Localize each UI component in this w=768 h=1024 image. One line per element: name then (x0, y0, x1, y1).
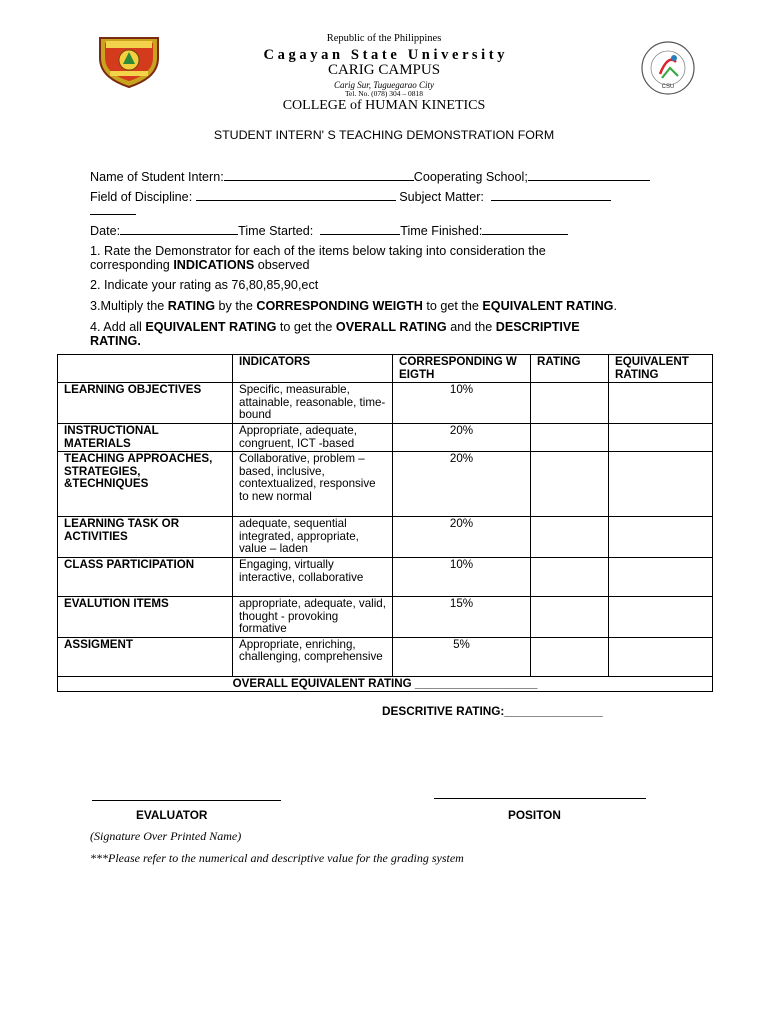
table-row (58, 423, 713, 451)
header-indicators: INDICATORS (233, 355, 393, 383)
descriptive-rating[interactable]: DESCRITIVE RATING:_______________ (382, 704, 603, 718)
instruction-1-line-b: corresponding INDICATIONS observed (90, 258, 310, 272)
rating-cell[interactable] (531, 423, 609, 451)
table-row (58, 452, 713, 517)
equivalent-cell[interactable] (609, 452, 713, 517)
subject-label: Subject Matter: (399, 190, 484, 204)
campus-name: CARIG CAMPUS (327, 62, 441, 78)
instruction-4: 4. Add all EQUIVALENT RATING to get the OVERALL RATING and the DESCRIPTIVE RATING. (90, 320, 580, 348)
address-line: Carig Sur, Tuguegarao City (333, 80, 434, 90)
subject-blank[interactable] (491, 189, 611, 201)
rating-cell[interactable] (531, 557, 609, 596)
school-blank[interactable] (528, 169, 650, 181)
name-label: Name of Student Intern: (90, 170, 224, 184)
indicators-cell: adequate, sequential integrated, appropriate, value – laden (233, 517, 393, 558)
field-blank[interactable] (196, 189, 396, 201)
criterion-cell: TEACHING APPROACHES, STRATEGIES, &TECHNIQUES (58, 452, 233, 517)
instruction-3: 3.Multiply the RATING by the CORRESPONDING WEIGTH to get the EQUIVALENT RATING. (90, 299, 617, 313)
telephone-line: Tel. No. (078) 304 – 0818 (344, 89, 423, 98)
weight-cell: 20% (393, 452, 531, 517)
time-started-label: Time Started: (238, 224, 314, 238)
table-row (58, 637, 713, 676)
rating-cell[interactable] (531, 452, 609, 517)
table-row (58, 383, 713, 424)
table-row (58, 596, 713, 637)
indicators-cell: Appropriate, adequate, congruent, ICT -based (233, 423, 393, 451)
equivalent-cell[interactable] (609, 423, 713, 451)
weight-cell: 10% (393, 557, 531, 596)
position-label: POSITON (508, 808, 561, 822)
weight-cell: 15% (393, 596, 531, 637)
university-name: C a g a y a n S t a t e U n i v e r s i t y (263, 47, 505, 63)
equivalent-cell[interactable] (609, 517, 713, 558)
name-blank[interactable] (224, 169, 414, 181)
subject-blank-continued[interactable] (90, 214, 136, 215)
instruction-2: 2. Indicate your rating as 76,80,85,90,ect (90, 278, 319, 292)
rating-table (57, 354, 713, 692)
time-finished-label: Time Finished: (400, 224, 483, 238)
position-signature-line[interactable] (434, 798, 646, 799)
indicators-cell: Collaborative, problem – based, inclusive, contextualized, responsive to new normal (233, 452, 393, 517)
criterion-cell: LEARNING TASK OR ACTIVITIES (58, 517, 233, 558)
indicators-cell: appropriate, adequate, valid, thought - provoking formative (233, 596, 393, 637)
equivalent-cell[interactable] (609, 557, 713, 596)
evaluator-signature-line[interactable] (92, 800, 281, 801)
overall-equivalent-rating[interactable]: OVERALL EQUIVALENT RATING ___________________ (58, 676, 713, 692)
rating-cell[interactable] (531, 596, 609, 637)
instruction-1 (90, 244, 546, 272)
table-row (58, 557, 713, 596)
table-row (58, 517, 713, 558)
rating-cell[interactable] (531, 637, 609, 676)
indicators-cell: Appropriate, enriching, challenging, comprehensive (233, 637, 393, 676)
logo-abbrev: CSU (661, 84, 675, 90)
overall-row (58, 676, 713, 692)
equivalent-cell[interactable] (609, 637, 713, 676)
header-criterion (58, 355, 233, 383)
grading-footnote: ***Please refer to the numerical and descriptive value for the grading system (90, 851, 464, 865)
republic-line: Republic of the Philippines (326, 33, 442, 44)
time-finished-blank[interactable] (482, 223, 568, 235)
header-equivalent: EQUIVALENT RATING (609, 355, 713, 383)
college-name: COLLEGE of HUMAN KINETICS (282, 98, 486, 113)
header-weight: CORRESPONDING WEIGTH (393, 355, 531, 383)
evaluator-label: EVALUATOR (136, 808, 208, 822)
signature-note: (Signature Over Printed Name) (90, 829, 242, 843)
criterion-cell: INSTRUCTIONAL MATERIALS (58, 423, 233, 451)
form-title: STUDENT INTERN' S TEACHING DEMONSTRATION FORM (213, 128, 555, 142)
weight-cell: 20% (393, 517, 531, 558)
time-started-blank[interactable] (320, 223, 400, 235)
field-subject-row (90, 189, 611, 204)
table-header-row (58, 355, 713, 383)
criterion-cell: CLASS PARTICIPATION (58, 557, 233, 596)
school-label: Cooperating School; (413, 170, 528, 184)
criterion-cell: ASSIGMENT (58, 637, 233, 676)
field-label: Field of Discipline: (90, 190, 193, 204)
date-time-row (90, 223, 568, 238)
rating-cell[interactable] (531, 517, 609, 558)
weight-cell: 10% (393, 383, 531, 424)
equivalent-cell[interactable] (609, 383, 713, 424)
weight-cell: 20% (393, 423, 531, 451)
indicators-cell: Engaging, virtually interactive, collaborative (233, 557, 393, 596)
date-label: Date: (90, 224, 121, 238)
weight-cell: 5% (393, 637, 531, 676)
instruction-1-line-a: 1. Rate the Demonstrator for each of the items below taking into consideration the (90, 244, 546, 258)
indicators-cell: Specific, measurable, attainable, reasonable, time-bound (233, 383, 393, 424)
equivalent-cell[interactable] (609, 596, 713, 637)
criterion-cell: LEARNING OBJECTIVES (58, 383, 233, 424)
name-school-row (90, 169, 650, 184)
date-blank[interactable] (120, 223, 238, 235)
header-rating: RATING (531, 355, 609, 383)
rating-cell[interactable] (531, 383, 609, 424)
criterion-cell: EVALUTION ITEMS (58, 596, 233, 637)
